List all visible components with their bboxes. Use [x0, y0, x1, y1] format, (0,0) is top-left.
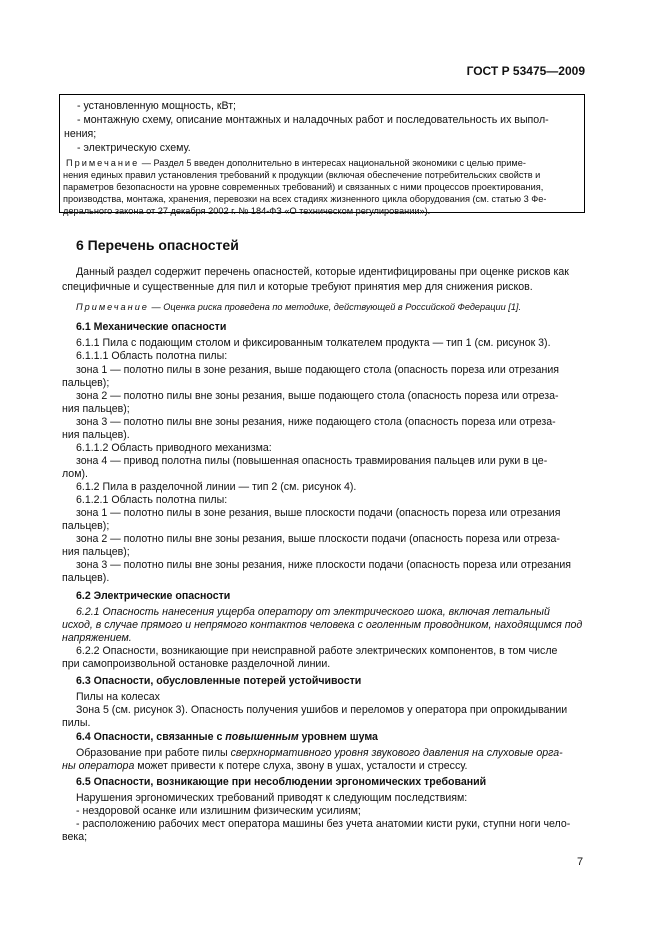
note-label: Примечание — [76, 302, 149, 312]
section-6-note — [76, 301, 521, 313]
section-6-5-heading: 6.5 Опасности, возникающие при несоблюдении эргономических требований — [76, 776, 487, 788]
paragraph-line: ния пальцев); — [62, 546, 130, 558]
section-6-4-heading — [76, 731, 378, 744]
paragraph-line — [76, 747, 563, 760]
paragraph-line: исход, в случае прямого и непрямого контактов человека с оголенным проводником, находящимся под — [62, 619, 583, 631]
heading-emphasis: повышенным — [225, 731, 299, 743]
box-line: - установленную мощность, кВт; — [77, 100, 236, 112]
paragraph-line: 6.2.1 Опасность нанесения ущерба оператору от электрического шока, включая летальный — [76, 606, 550, 618]
document-id: ГОСТ Р 53475—2009 — [466, 64, 585, 78]
paragraph-line: зона 2 — полотно пилы вне зоны резания, выше плоскости подачи (опасность пореза или отреза- — [76, 533, 560, 545]
box-note-line: производства, монтажа, хранения, перевозки на всех стадиях жизненного цикла оборудования (см. статью 3 Фе- — [63, 194, 547, 204]
note-label: Примечание — [66, 158, 140, 168]
paragraph-line: пальцев); — [62, 520, 110, 532]
paragraph-line: зона 4 — привод полотна пилы (повышенная опасность травмирования пальцев или руки в це- — [76, 455, 548, 467]
paragraph-line: Данный раздел содержит перечень опасностей, которые идентифицированы при оценке рисков как — [76, 266, 569, 278]
paragraph-line: зона 1 — полотно пилы в зоне резания, выше подающего стола (опасность пореза или отрезания — [76, 364, 560, 376]
heading-part: уровнем шума — [298, 731, 378, 743]
box-note-line: дерального закона от 27 декабря 2002 г. № 184-ФЗ «О техническом регулировании»). — [63, 206, 431, 216]
note-text: — Оценка риска проведена по методике, действующей в Российской Федерации [1]. — [148, 302, 522, 312]
paragraph-line: 6.1.2.1 Область полотна пилы: — [76, 494, 228, 506]
paragraph-line: ния пальцев). — [62, 429, 130, 441]
paragraph-line: зона 1 — полотно пилы в зоне резания, выше плоскости подачи (опасность пореза или отрезания — [76, 507, 561, 519]
paragraph-line: 6.1.1.2 Область приводного механизма: — [76, 442, 272, 454]
paragraph-line: ния пальцев); — [62, 403, 130, 415]
paragraph-line: пилы. — [62, 717, 91, 729]
box-note-line: параметров безопасности на уровне современных требований) и связанных с ними процессов проектирования, — [63, 182, 544, 192]
box-note — [66, 157, 526, 169]
paragraph-line — [62, 760, 467, 773]
paragraph-line: зона 3 — полотно пилы вне зоны резания, ниже подающего стола (опасность пореза или отреза- — [76, 416, 556, 428]
section-6-2-heading: 6.2 Электрические опасности — [76, 590, 231, 602]
paragraph-line: пальцев); — [62, 377, 110, 389]
box-note-line: нения единых правил установления требований к продукции (включая обеспечение потребительских свойств и — [63, 170, 541, 180]
note-text: — Раздел 5 введен дополнительно в интересах национальной экономики с целью приме- — [139, 158, 526, 168]
page-number: 7 — [577, 856, 584, 868]
paragraph-line: 6.2.2 Опасности, возникающие при неисправной работе электрических компонентов, в том числе — [76, 645, 558, 657]
paragraph-line: Нарушения эргономических требований приводят к следующим последствиям: — [76, 792, 468, 804]
box-line: - электрическую схему. — [77, 142, 191, 154]
text-run: может привести к потере слуха, звону в ушах, усталости и стрессу. — [134, 760, 468, 772]
list-item: - нездоровой осанке или излишним физическим усилиям; — [76, 805, 361, 817]
box-line: - монтажную схему, описание монтажных и наладочных работ и последовательность их выпол- — [77, 114, 549, 126]
list-item: - расположению рабочих мест оператора машины без учета анатомии кисти руки, ступни ноги чело- — [76, 818, 571, 830]
paragraph-line: при самопроизвольной остановке разделочной линии. — [62, 658, 331, 670]
paragraph-line: пальцев). — [62, 572, 110, 584]
paragraph-line: напряжением. — [62, 632, 132, 644]
paragraph-line: Пилы на колесах — [76, 691, 160, 703]
box-line: нения; — [64, 128, 97, 140]
paragraph-line: специфичные и существенные для пил и которые требуют принятия мер для снижения рисков. — [62, 281, 533, 293]
paragraph-line: 6.1.2 Пила в разделочной линии — тип 2 (см. рисунок 4). — [76, 481, 357, 493]
section-6-1-heading: 6.1 Механические опасности — [76, 321, 227, 333]
text-run: Образование при работе пилы — [76, 747, 231, 759]
section-6-3-heading: 6.3 Опасности, обусловленные потерей устойчивости — [76, 675, 362, 687]
paragraph-line: зона 2 — полотно пилы вне зоны резания, выше подающего стола (опасность пореза или отреза- — [76, 390, 559, 402]
text-emphasis: сверхнормативного уровня звукового давления на слуховые орга- — [230, 747, 563, 759]
text-emphasis: ны оператора — [62, 760, 135, 772]
heading-part: 6.4 Опасности, связанные с — [76, 731, 226, 743]
paragraph-line: зона 3 — полотно пилы вне зоны резания, ниже плоскости подачи (опасность пореза или отрезания — [76, 559, 572, 571]
list-item-continuation: века; — [62, 831, 88, 843]
paragraph-line: лом). — [62, 468, 88, 480]
paragraph-line: 6.1.1 Пила с подающим столом и фиксированным толкателем продукта — тип 1 (см. рисунок 3). — [76, 337, 551, 349]
paragraph-line: 6.1.1.1 Область полотна пилы: — [76, 350, 228, 362]
paragraph-line: Зона 5 (см. рисунок 3). Опасность получения ушибов и переломов у оператора при опрокидывании — [76, 704, 568, 716]
section-6-heading: 6 Перечень опасностей — [76, 237, 239, 253]
